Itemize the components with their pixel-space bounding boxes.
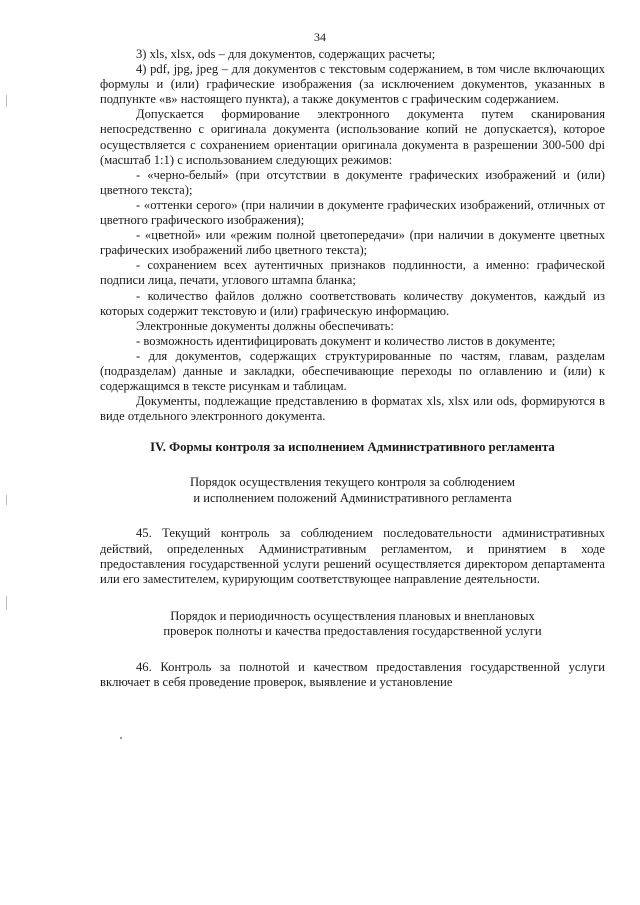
subsection-heading-line: проверок полноты и качества предоставления государственной услуги — [163, 624, 542, 639]
subsection-heading-current-control — [100, 475, 605, 506]
list-item-grayscale: - «оттенки серого» (при наличии в документе графических изображений, отличных от цветного графического изображения); — [100, 197, 605, 228]
section-title: IV. Формы контроля за исполнением Административного регламента — [150, 440, 555, 455]
paragraph-xls-formats: 3) xls, xlsx, ods – для документов, содержащих расчеты; — [136, 47, 436, 61]
page-number: 34 — [314, 30, 326, 44]
paragraph-scanning: Допускается формирование электронного документа путем сканирования непосредственно с оригинала документа (использование копий не допускается), которое осуществляется с сохранением ориентации оригинала документа в разрешении 300-500 dpi (масштаб 1:1) с использованием следующих режимов: — [100, 107, 605, 167]
subsection-heading-line: Порядок осуществления текущего контроля за соблюдением — [189, 475, 516, 490]
paragraph-separate-document: Документы, подлежащие представлению в форматах xls, xlsx или ods, формируются в виде отдельного электронного документа. — [100, 394, 605, 424]
paragraph-46: 46. Контроль за полнотой и качеством предоставления государственной услуги включает в себя проведение проверок, выявление и установление — [100, 659, 605, 689]
list-item-structured: - для документов, содержащих структурированные по частям, главам, разделам (подразделам) данные и закладки, обеспечивающие переходы по оглавлению и (или) к содержащимся в тексте рисункам и таблицам. — [100, 348, 605, 394]
paragraph-pdf-formats: 4) pdf, jpg, jpeg – для документов с текстовым содержанием, в том числе включающих формулы и (или) графические изображения (за исключением документов, указанных в подпункте «в» настоящего пункта), а также документов с графическим содержанием. — [100, 62, 605, 107]
list-item-authenticity: - сохранением всех аутентичных признаков подлинности, а именно: графической подписи лица, печати, углового штампа бланка; — [100, 258, 605, 288]
scan-edge-mark-top — [6, 95, 7, 107]
list-item-black-white: - «черно-белый» (при отсутствии в документе графических изображений и (или) цветного текста); — [100, 167, 605, 197]
scan-dot-mark — [120, 737, 122, 739]
list-item-file-count: - количество файлов должно соответствовать количеству документов, каждый из которых содержит текстовую и (или) графическую информацию. — [100, 288, 605, 318]
list-item-identify: - возможность идентифицировать документ и количество листов в документе; — [136, 333, 556, 348]
paragraph-45: 45. Текущий контроль за соблюдением последовательности административных действий, определенных Административным регламентом, и принятием в ходе предоставления государственной услуги решений осуществляется директором департамента или его заместителем, курирующим соответствующее направление деятельности. — [100, 526, 605, 586]
list-item-color: - «цветной» или «режим полной цветопередачи» (при наличии в документе цветных графических изображений либо цветного текста); — [100, 228, 605, 258]
paragraph-requirements: Электронные документы должны обеспечивать: — [136, 318, 394, 333]
subsection-heading-line: Порядок и периодичность осуществления плановых и внеплановых — [170, 608, 535, 623]
scan-edge-mark-mid — [6, 495, 7, 505]
document-body — [100, 47, 605, 690]
subsection-heading-line: и исполнением положений Административного регламента — [193, 490, 512, 505]
subsection-heading-inspections — [100, 609, 605, 640]
scan-edge-mark-lower — [6, 596, 7, 610]
